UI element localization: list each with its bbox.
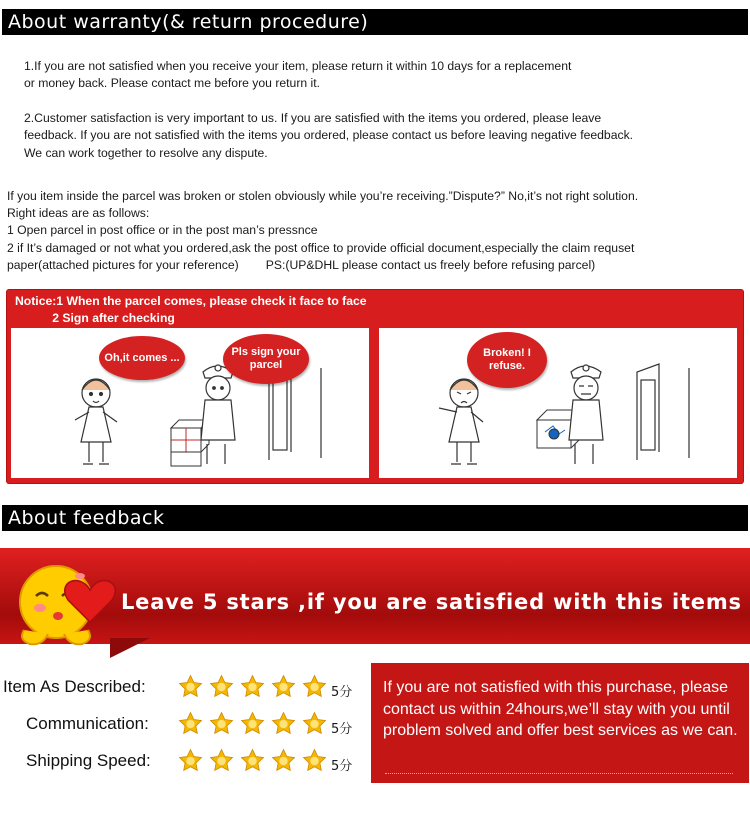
rating-score-communication: 5分: [331, 722, 353, 737]
star-icon: [178, 674, 203, 699]
scene-receiving: [11, 328, 369, 478]
star-icon: [302, 748, 327, 773]
warranty-paragraph-1-line-1: 1.If you are not satisfied when you receive your item, please return it within 10 days for a replacement: [24, 59, 572, 73]
star-icon: [302, 674, 327, 699]
rating-stars-communication: [178, 711, 327, 736]
speech-bubble-please-sign: Pls sign your parcel: [223, 334, 309, 384]
scene-receiving-illustration: [11, 328, 369, 478]
warranty-paragraph-2-line-2: feedback. If you are not satisfied with the items you ordered, please contact us before leaving negative feedback.: [24, 128, 634, 142]
banner-text: Leave 5 stars ,if you are satisfied with this items: [121, 590, 742, 614]
notice-text: [15, 293, 367, 327]
warranty-paragraph-1-line-2: or money back. Please contact me before you return it.: [24, 76, 321, 90]
star-icon: [209, 748, 234, 773]
smiley-heart-icon: [6, 552, 118, 648]
star-icon: [271, 748, 296, 773]
speech-bubble-broken-refuse: Broken! I refuse.: [467, 332, 547, 388]
parcel-paragraph-line-5: paper(attached pictures for your reference) PS:(UP&DHL please contact us freely before refusing parcel): [7, 258, 596, 272]
rating-stars-shipping-speed: [178, 748, 327, 773]
notice-line-2: 2 Sign after checking: [15, 311, 175, 325]
rating-score-item-as-described: 5分: [331, 685, 353, 700]
contact-message-text: If you are not satisfied with this purchase, please contact us within 24hours,we’ll stay with you until problem solved and offer best services as we can.: [383, 679, 738, 739]
warranty-header: About warranty(& return procedure): [2, 9, 748, 35]
speech-bubble-oh-it-comes: Oh,it comes ...: [99, 336, 185, 380]
star-icon: [178, 748, 203, 773]
rating-stars-item-as-described: [178, 674, 327, 699]
rating-score-shipping-speed: 5分: [331, 759, 353, 774]
star-icon: [240, 674, 265, 699]
feedback-header: About feedback: [2, 505, 748, 531]
star-icon: [271, 674, 296, 699]
rating-label-shipping-speed: Shipping Speed:: [26, 751, 151, 770]
rating-label-communication: Communication:: [26, 714, 149, 733]
star-icon: [240, 711, 265, 736]
star-icon: [209, 711, 234, 736]
star-icon: [271, 711, 296, 736]
message-divider: [385, 773, 733, 774]
star-icon: [209, 674, 234, 699]
contact-message-box: [371, 663, 749, 783]
parcel-paragraph-line-2: Right ideas are as follows:: [7, 206, 150, 220]
warranty-paragraph-2-line-1: 2.Customer satisfaction is very important to us. If you are satisfied with the items you ordered, please leave: [24, 111, 602, 125]
notice-line-1: Notice:1 When the parcel comes, please check it face to face: [15, 294, 367, 308]
scene-refusing-illustration: [379, 328, 737, 478]
parcel-paragraph-line-1: If you item inside the parcel was broken or stolen obviously while you’re receiving.”Dispute?” No,it’s not right solution.: [7, 189, 639, 203]
notice-panel: [7, 290, 743, 483]
scene-refusing: [379, 328, 737, 478]
parcel-paragraph-line-3: 1 Open parcel in post office or in the post man’s pressnce: [7, 223, 318, 237]
star-icon: [240, 748, 265, 773]
warranty-paragraph-2-line-3: We can work together to resolve any dispute.: [24, 146, 268, 160]
parcel-paragraph-line-4: 2 if It’s damaged or not what you ordered,ask the post office to provide official document,especially the claim requset: [7, 241, 635, 255]
rating-label-item-as-described: Item As Described:: [3, 677, 146, 696]
star-icon: [178, 711, 203, 736]
star-icon: [302, 711, 327, 736]
